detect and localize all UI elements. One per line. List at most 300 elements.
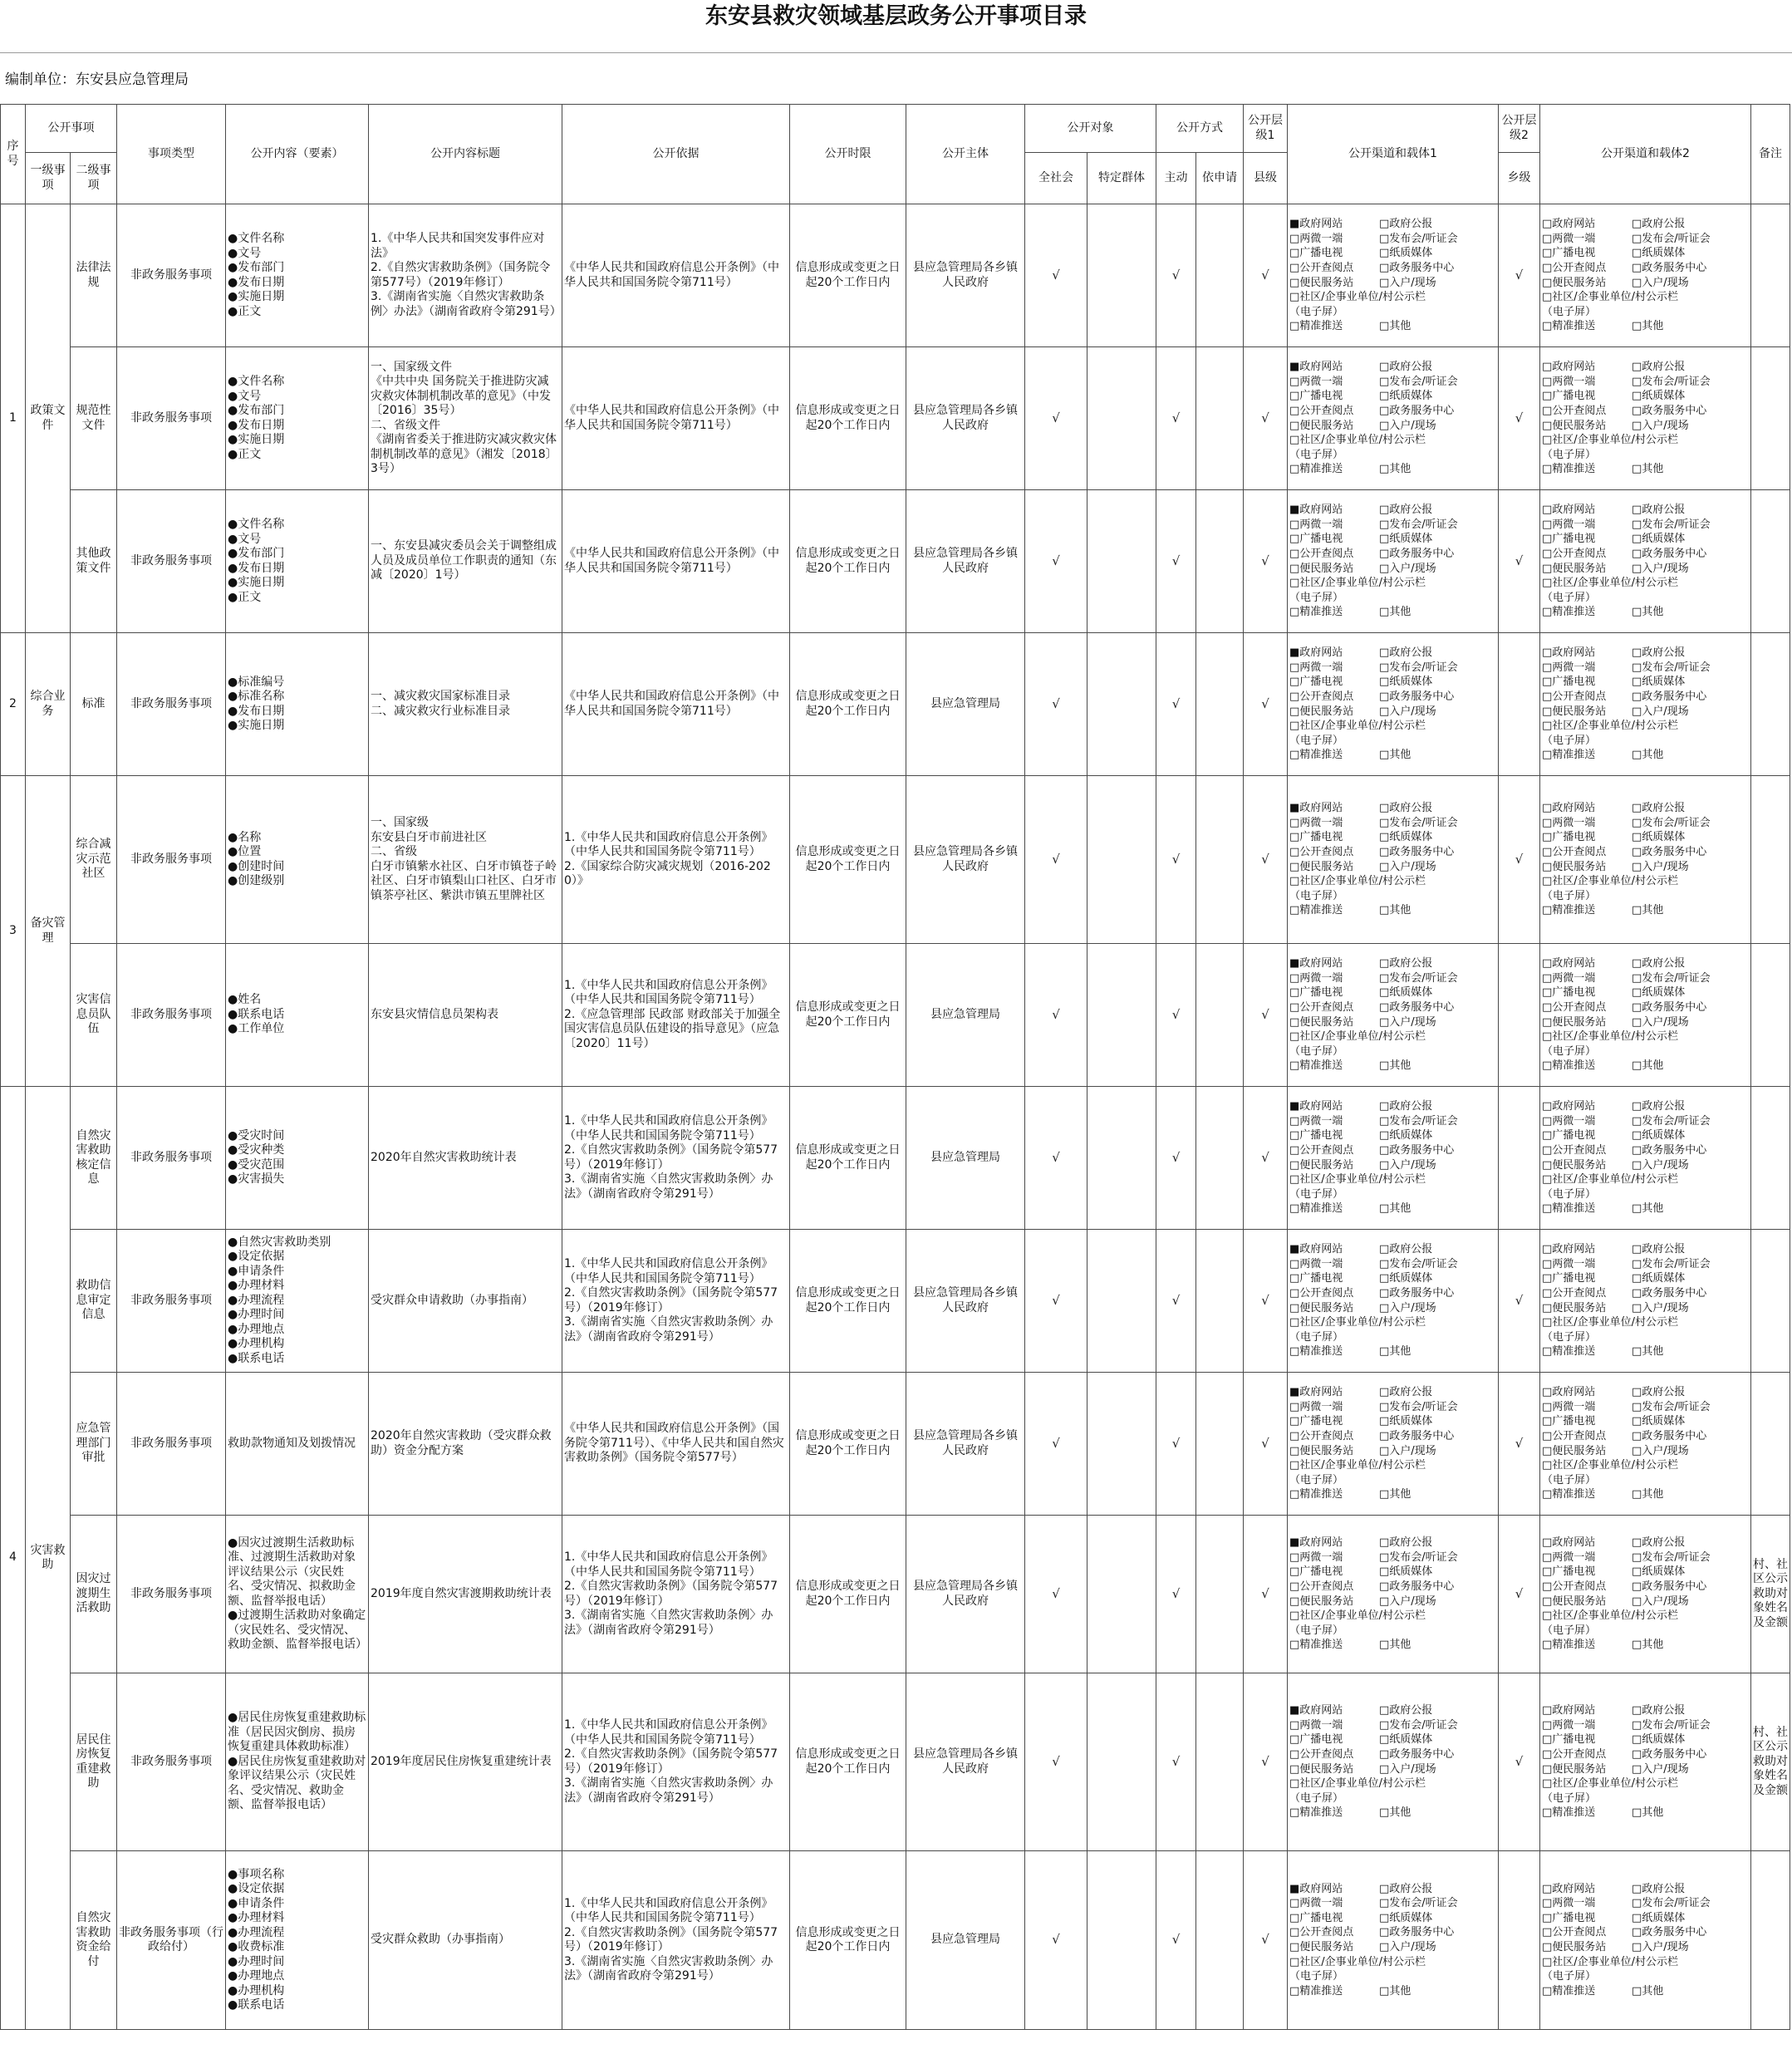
title-line: 白牙市镇紫水社区、白牙市镇苍子岭社区、白牙市镇梨山口社区、白牙市镇茶亭社区、紫洪市镇五里牌社区 <box>371 859 557 902</box>
channel-option: □社区/企事业单位/村公示栏 <box>1542 720 1679 733</box>
channel-option: □公开查阅点 <box>1542 1747 1607 1761</box>
channel-line <box>1542 1718 1749 1733</box>
channel-option: □入户/现场 <box>1379 1158 1436 1172</box>
subject-cell: 县应急管理局 <box>906 633 1025 776</box>
channel-option: □公开查阅点 <box>1289 1286 1354 1300</box>
content-title-cell <box>369 1230 562 1373</box>
subject-cell: 县应急管理局各乡镇人民政府 <box>906 1230 1025 1373</box>
channel-option: □入户/现场 <box>1379 860 1436 873</box>
channel-line <box>1542 801 1749 816</box>
channel-line <box>1542 1143 1749 1158</box>
channel-option: □两微一端 <box>1289 1718 1343 1732</box>
channel-option: （电子屏） <box>1542 1330 1597 1344</box>
header-level-b: 公开层级2 <box>1499 105 1540 153</box>
elements-cell <box>226 347 369 490</box>
channel-line <box>1289 1550 1496 1565</box>
channel-option: □入户/现场 <box>1379 1762 1436 1776</box>
header-method-active: 主动 <box>1156 153 1196 204</box>
channel-option: □社区/企事业单位/村公示栏 <box>1542 1459 1679 1472</box>
channel-line <box>1289 734 1496 749</box>
elements-cell <box>226 633 369 776</box>
channel-option: □其他 <box>1632 1984 1664 1997</box>
channel-option: □精准推送 <box>1542 749 1596 762</box>
channel-option: □入户/现场 <box>1379 705 1436 718</box>
type-cell: 非政务服务事项（行政给付） <box>117 1851 226 2030</box>
level2-cell: 法律法规 <box>71 204 117 347</box>
element-item: ●实施日期 <box>228 576 285 589</box>
method-apply-cell <box>1196 1230 1244 1373</box>
channel-option: □广播电视 <box>1542 986 1596 1000</box>
channel-option: □社区/企事业单位/村公示栏 <box>1542 1316 1679 1329</box>
channel-line <box>1542 874 1749 889</box>
channel-option: （电子屏） <box>1542 734 1597 747</box>
channel-option: （电子屏） <box>1542 1473 1597 1486</box>
channel-line <box>1542 319 1749 334</box>
remark-cell <box>1751 944 1790 1087</box>
title-line: 2019年度自然灾害渡期救助统计表 <box>371 1586 552 1600</box>
channel-option: □广播电视 <box>1542 390 1596 403</box>
channel-option: □入户/现场 <box>1632 705 1689 718</box>
channel-line <box>1542 1473 1749 1488</box>
channel-option: □入户/现场 <box>1632 1301 1689 1314</box>
channel-line <box>1542 1044 1749 1059</box>
element-item: ●发布日期 <box>228 704 285 718</box>
channel-line <box>1542 290 1749 305</box>
channel-option: □入户/现场 <box>1632 860 1689 873</box>
channel-option: □其他 <box>1379 1639 1412 1652</box>
method-active-check: √ <box>1156 1373 1196 1516</box>
title-line: 一、减灾救灾国家标准目录 <box>371 690 510 703</box>
element-item: ●实施日期 <box>228 290 285 303</box>
element-item: ●受灾时间 <box>228 1128 285 1142</box>
channel-option: □精准推送 <box>1542 463 1596 476</box>
header-level-a-sub: 县级 <box>1244 153 1288 204</box>
channel-option: □政府公报 <box>1379 1386 1433 1399</box>
channel-option: □公开查阅点 <box>1289 404 1354 417</box>
title-line: 二、省级文件 <box>371 418 440 432</box>
channel-line <box>1289 1099 1496 1114</box>
channel-option: □便民服务站 <box>1289 1762 1354 1776</box>
channel1-cell <box>1288 633 1499 776</box>
channel-line <box>1542 261 1749 276</box>
channel-line <box>1289 605 1496 620</box>
header-subject: 公开主体 <box>906 105 1025 204</box>
title-line: 东安县灾情信息员架构表 <box>371 1007 498 1021</box>
channel-line <box>1542 1458 1749 1473</box>
channel-line <box>1289 1158 1496 1173</box>
basis-line: 3.《湖南省实施〈自然灾害救助条例〉办法》（湖南省政府令第291号） <box>564 1776 773 1805</box>
channel-option: □政府公报 <box>1632 1100 1686 1113</box>
channel-option: □发布会/听证会 <box>1379 1257 1458 1270</box>
channel-option: □政府网站 <box>1542 1536 1596 1550</box>
channel-option: □政府网站 <box>1542 1100 1596 1113</box>
basis-line: 《中华人民共和国政府信息公开条例》（中华人民共和国国务院令第711号） <box>564 404 779 432</box>
table-row <box>1 490 1790 633</box>
channel-option: □社区/企事业单位/村公示栏 <box>1542 434 1679 447</box>
level-a-check: √ <box>1244 1851 1288 2030</box>
element-item: ●受灾范围 <box>228 1157 285 1172</box>
channel-option: □公开查阅点 <box>1289 845 1354 858</box>
channel-line <box>1542 217 1749 232</box>
channel-line <box>1289 719 1496 734</box>
element-item: ●创建时间 <box>228 859 285 873</box>
header-method-apply: 依申请 <box>1196 153 1244 204</box>
channel-option: □社区/企事业单位/村公示栏 <box>1542 1030 1679 1044</box>
method-apply-cell <box>1196 347 1244 490</box>
type-cell: 非政务服务事项 <box>117 1373 226 1516</box>
channel2-cell <box>1540 1230 1751 1373</box>
basis-line: 2.《自然灾害救助条例》（国务院令第577号）（2019年修订） <box>564 1580 778 1608</box>
channel-option: □入户/现场 <box>1379 1941 1436 1953</box>
element-item: ●办理材料 <box>228 1911 285 1924</box>
channel-line <box>1542 1172 1749 1187</box>
channel-option: □便民服务站 <box>1289 1444 1354 1457</box>
channel-line <box>1289 1000 1496 1015</box>
channel-option: （电子屏） <box>1289 591 1344 604</box>
element-item: ●办理时间 <box>228 1954 285 1968</box>
channel-option: □政府公报 <box>1632 802 1686 815</box>
channel-line <box>1289 874 1496 889</box>
channel-line <box>1542 1580 1749 1595</box>
level-a-check: √ <box>1244 1373 1288 1516</box>
level-a-check: √ <box>1244 944 1288 1087</box>
channel-line <box>1289 1344 1496 1359</box>
element-item: ●申请条件 <box>228 1264 285 1278</box>
channel-option: □公开查阅点 <box>1542 1926 1607 1939</box>
subject-cell: 县应急管理局各乡镇人民政府 <box>906 776 1025 944</box>
method-active-check: √ <box>1156 633 1196 776</box>
channel-option: □政务服务中心 <box>1632 1429 1707 1442</box>
channel-option: □便民服务站 <box>1289 419 1354 432</box>
channel-option: ■政府网站 <box>1289 1243 1343 1256</box>
target-all-check: √ <box>1025 204 1087 347</box>
channel-option: □精准推送 <box>1542 1984 1596 1997</box>
channel-line <box>1289 1385 1496 1400</box>
element-item: ●发布部门 <box>228 404 285 417</box>
subject-cell: 县应急管理局 <box>906 1851 1025 2030</box>
channel-line <box>1542 646 1749 661</box>
channel-option: □其他 <box>1379 606 1412 619</box>
channel-option: □精准推送 <box>1289 606 1343 619</box>
channel-option: □政府公报 <box>1379 802 1433 815</box>
element-item: ●办理地点 <box>228 1969 285 1983</box>
channel-option: □便民服务站 <box>1289 1301 1354 1314</box>
channel-line <box>1542 1414 1749 1429</box>
element-item: ●过渡期生活救助对象确定（灾民姓名、受灾情况、救助金额、监督举报电话） <box>228 1609 367 1651</box>
channel1-cell <box>1288 347 1499 490</box>
target-all-check: √ <box>1025 1851 1087 2030</box>
table-row <box>1 1673 1790 1851</box>
channel-line <box>1289 462 1496 477</box>
channel-option: □其他 <box>1379 1984 1412 1997</box>
channel1-cell <box>1288 1851 1499 2030</box>
method-active-check: √ <box>1156 490 1196 633</box>
channel-option: □社区/企事业单位/村公示栏 <box>1289 720 1426 733</box>
target-group-cell <box>1087 633 1156 776</box>
channel-option: □政府网站 <box>1542 1243 1596 1256</box>
channel-option: □其他 <box>1632 904 1664 917</box>
channel-line <box>1542 1791 1749 1806</box>
channel-option: □精准推送 <box>1289 749 1343 762</box>
channel-option: □政务服务中心 <box>1379 261 1455 274</box>
channel-line <box>1542 860 1749 875</box>
channel-option: □发布会/听证会 <box>1632 375 1711 388</box>
content-title-cell <box>369 776 562 944</box>
channel-option: □政府网站 <box>1542 1882 1596 1895</box>
channel-option: □精准推送 <box>1289 1639 1343 1652</box>
channel-option: □发布会/听证会 <box>1632 1114 1711 1128</box>
channel-option: □两微一端 <box>1542 1400 1596 1413</box>
channel-option: □精准推送 <box>1289 1806 1343 1820</box>
channel-option: □公开查阅点 <box>1289 1747 1354 1761</box>
channel1-cell <box>1288 1087 1499 1230</box>
channel-option: □其他 <box>1632 1639 1664 1652</box>
channel-option: □其他 <box>1379 1345 1412 1359</box>
channel-option: □精准推送 <box>1542 1059 1596 1073</box>
channel-option: ■政府网站 <box>1289 1100 1343 1113</box>
channel-option: □便民服务站 <box>1289 1158 1354 1172</box>
level-b-check: √ <box>1499 347 1540 490</box>
element-item: 救助款物通知及划拨情况 <box>228 1436 356 1450</box>
channel-option: □精准推送 <box>1542 606 1596 619</box>
channel-option: □发布会/听证会 <box>1379 1718 1458 1732</box>
channel-line <box>1542 1000 1749 1015</box>
channel-option: □发布会/听证会 <box>1632 971 1711 985</box>
channel-option: □精准推送 <box>1289 1059 1343 1073</box>
channel-option: □发布会/听证会 <box>1632 1718 1711 1732</box>
channel-line <box>1542 705 1749 720</box>
channel-option: □社区/企事业单位/村公示栏 <box>1289 577 1426 590</box>
channel-line <box>1542 276 1749 291</box>
remark-cell <box>1751 1373 1790 1516</box>
channel-option: □公开查阅点 <box>1289 1926 1354 1939</box>
target-group-cell <box>1087 1516 1156 1673</box>
channel-option: □纸质媒体 <box>1632 1272 1686 1285</box>
channel-line <box>1289 1257 1496 1272</box>
channel-line <box>1289 705 1496 720</box>
method-active-check: √ <box>1156 1230 1196 1373</box>
target-group-cell <box>1087 204 1156 347</box>
channel-option: □发布会/听证会 <box>1379 661 1458 674</box>
level-a-check: √ <box>1244 1230 1288 1373</box>
channel-line <box>1289 1487 1496 1502</box>
channel-line <box>1289 1882 1496 1897</box>
target-all-check: √ <box>1025 1087 1087 1230</box>
element-item: ●文号 <box>228 389 262 403</box>
channel-line <box>1542 1762 1749 1777</box>
channel-option: □两微一端 <box>1542 1718 1596 1732</box>
channel-line <box>1289 448 1496 463</box>
element-item: ●正文 <box>228 447 262 461</box>
channel-option: □入户/现场 <box>1379 562 1436 575</box>
channel-option: □政府公报 <box>1632 1243 1686 1256</box>
channel-option: □便民服务站 <box>1289 562 1354 575</box>
channel-line <box>1289 1703 1496 1718</box>
time-cell: 信息形成或变更之日起20个工作日内 <box>790 1373 906 1516</box>
channel2-cell <box>1540 490 1751 633</box>
channel-line <box>1542 246 1749 261</box>
basis-cell <box>562 1373 790 1516</box>
basis-cell <box>562 1087 790 1230</box>
elements-cell <box>226 1851 369 2030</box>
channel-line <box>1542 1747 1749 1762</box>
channel-option: □公开查阅点 <box>1542 1286 1607 1300</box>
channel-option: □便民服务站 <box>1289 1595 1354 1608</box>
type-cell: 非政务服务事项 <box>117 944 226 1087</box>
channel-option: □政府公报 <box>1632 1882 1686 1895</box>
channel-option: □其他 <box>1632 749 1664 762</box>
channel-line <box>1289 1242 1496 1257</box>
channel-line <box>1289 1271 1496 1286</box>
method-apply-cell <box>1196 204 1244 347</box>
element-item: ●正文 <box>228 590 262 604</box>
level2-cell: 自然灾害救助资金给付 <box>71 1851 117 2030</box>
channel-line <box>1289 305 1496 320</box>
channel-option: ■政府网站 <box>1289 802 1343 815</box>
channel-option: □其他 <box>1379 320 1412 333</box>
method-active-check: √ <box>1156 1516 1196 1673</box>
element-item: ●发布日期 <box>228 561 285 575</box>
element-item: ●办理流程 <box>228 1925 285 1939</box>
method-active-check: √ <box>1156 204 1196 347</box>
channel-option: □其他 <box>1379 1488 1412 1501</box>
channel-option: □社区/企事业单位/村公示栏 <box>1289 291 1426 304</box>
target-group-cell <box>1087 1373 1156 1516</box>
header-matter: 公开事项 <box>26 105 117 153</box>
element-item: ●办理流程 <box>228 1293 285 1307</box>
channel-option: □便民服务站 <box>1542 1762 1607 1776</box>
level-a-check: √ <box>1244 347 1288 490</box>
level-a-check: √ <box>1244 633 1288 776</box>
channel-line <box>1289 1059 1496 1074</box>
channel-option: □社区/企事业单位/村公示栏 <box>1542 291 1679 304</box>
channel-option: □政府公报 <box>1379 1882 1433 1895</box>
channel-line <box>1289 261 1496 276</box>
level-a-check: √ <box>1244 490 1288 633</box>
group-name: 灾害救助 <box>26 1087 71 2030</box>
channel-option: □两微一端 <box>1289 816 1343 829</box>
channel-option: □纸质媒体 <box>1632 1565 1686 1579</box>
channel-line <box>1289 246 1496 261</box>
channel-option: □便民服务站 <box>1289 705 1354 718</box>
channel-option: □社区/企事业单位/村公示栏 <box>1542 1173 1679 1187</box>
channel-option: □纸质媒体 <box>1379 676 1433 689</box>
subject-cell: 县应急管理局 <box>906 944 1025 1087</box>
channel-line <box>1542 562 1749 577</box>
channel-option: ■政府网站 <box>1289 1536 1343 1550</box>
channel-option: （电子屏） <box>1289 1970 1344 1983</box>
channel-option: （电子屏） <box>1289 889 1344 902</box>
channel-line <box>1542 1487 1749 1502</box>
channel-option: □便民服务站 <box>1542 1301 1607 1314</box>
channel-line <box>1289 1732 1496 1747</box>
channel-line <box>1289 404 1496 419</box>
channel-option: □政务服务中心 <box>1632 845 1707 858</box>
channel-option: □政务服务中心 <box>1632 1747 1707 1761</box>
target-group-cell <box>1087 347 1156 490</box>
channel-line <box>1289 1580 1496 1595</box>
channel-option: （电子屏） <box>1542 889 1597 902</box>
target-group-cell <box>1087 776 1156 944</box>
channel-line <box>1542 971 1749 986</box>
channel-line <box>1289 389 1496 404</box>
group-seq: 2 <box>1 633 26 776</box>
basis-line: 3.《湖南省实施〈自然灾害救助条例〉办法》（湖南省政府令第291号） <box>564 1315 773 1344</box>
element-item: ●联系电话 <box>228 1998 285 2012</box>
channel-line <box>1289 1015 1496 1030</box>
channel1-cell <box>1288 944 1499 1087</box>
channel-line <box>1542 1385 1749 1400</box>
level-b-check: √ <box>1499 776 1540 944</box>
remark-cell <box>1751 1851 1790 2030</box>
channel-line <box>1289 1609 1496 1624</box>
target-all-check: √ <box>1025 347 1087 490</box>
channel-option: □其他 <box>1632 1488 1664 1501</box>
channel-option: □纸质媒体 <box>1632 1415 1686 1428</box>
header-level-a: 公开层级1 <box>1244 105 1288 153</box>
basis-line: 2.《自然灾害救助条例》（国务院令第577号）（2019年修订） <box>564 1143 778 1172</box>
basis-cell <box>562 1673 790 1851</box>
channel-option: □纸质媒体 <box>1379 1911 1433 1924</box>
element-item: ●办理地点 <box>228 1322 285 1336</box>
content-title-cell <box>369 944 562 1087</box>
content-title-cell <box>369 204 562 347</box>
channel-option: □公开查阅点 <box>1542 1143 1607 1157</box>
channel-option: □纸质媒体 <box>1632 1129 1686 1142</box>
element-item: ●办理机构 <box>228 1983 285 1997</box>
title-line: 2.《自然灾害救助条例》（国务院令第577号）（2019年修订） <box>371 261 551 289</box>
channel-option: □广播电视 <box>1542 247 1596 260</box>
header-channel2: 公开渠道和载体2 <box>1540 105 1751 204</box>
type-cell: 非政务服务事项 <box>117 204 226 347</box>
basis-line: 1.《中华人民共和国政府信息公开条例》（中华人民共和国国务院令第711号） <box>564 1718 773 1747</box>
channel-option: □广播电视 <box>1289 1565 1343 1579</box>
channel-line <box>1289 956 1496 971</box>
channel-line <box>1542 1242 1749 1257</box>
level-b-check: √ <box>1499 204 1540 347</box>
method-active-check: √ <box>1156 347 1196 490</box>
channel-option: □精准推送 <box>1542 1202 1596 1216</box>
channel-option: □入户/现场 <box>1632 1444 1689 1457</box>
channel-line <box>1289 375 1496 390</box>
channel-option: □社区/企事业单位/村公示栏 <box>1542 875 1679 888</box>
header-level1: 一级事项 <box>26 153 71 204</box>
channel-line <box>1289 1595 1496 1609</box>
time-cell: 信息形成或变更之日起20个工作日内 <box>790 204 906 347</box>
channel-line <box>1289 532 1496 547</box>
channel-option: □政府网站 <box>1542 361 1596 374</box>
table-row <box>1 944 1790 1087</box>
type-cell: 非政务服务事项 <box>117 1673 226 1851</box>
channel-option: □两微一端 <box>1289 1114 1343 1128</box>
channel-option: □纸质媒体 <box>1379 1733 1433 1747</box>
channel-option: □发布会/听证会 <box>1379 1550 1458 1564</box>
method-apply-cell <box>1196 1673 1244 1851</box>
method-active-check: √ <box>1156 776 1196 944</box>
channel-option: □便民服务站 <box>1542 1015 1607 1029</box>
channel-line <box>1289 562 1496 577</box>
channel-option: □入户/现场 <box>1379 276 1436 289</box>
channel-option: □纸质媒体 <box>1632 676 1686 689</box>
channel-line <box>1289 1969 1496 1984</box>
channel-line <box>1542 675 1749 690</box>
channel-option: □入户/现场 <box>1379 1015 1436 1029</box>
channel-option: □政府公报 <box>1632 218 1686 231</box>
table-row <box>1 347 1790 490</box>
basis-line: 《中华人民共和国政府信息公开条例》（中华人民共和国国务院令第711号） <box>564 261 779 289</box>
channel-option: □公开查阅点 <box>1542 261 1607 274</box>
basis-line: 2.《自然灾害救助条例》（国务院令第577号）（2019年修订） <box>564 1286 778 1314</box>
